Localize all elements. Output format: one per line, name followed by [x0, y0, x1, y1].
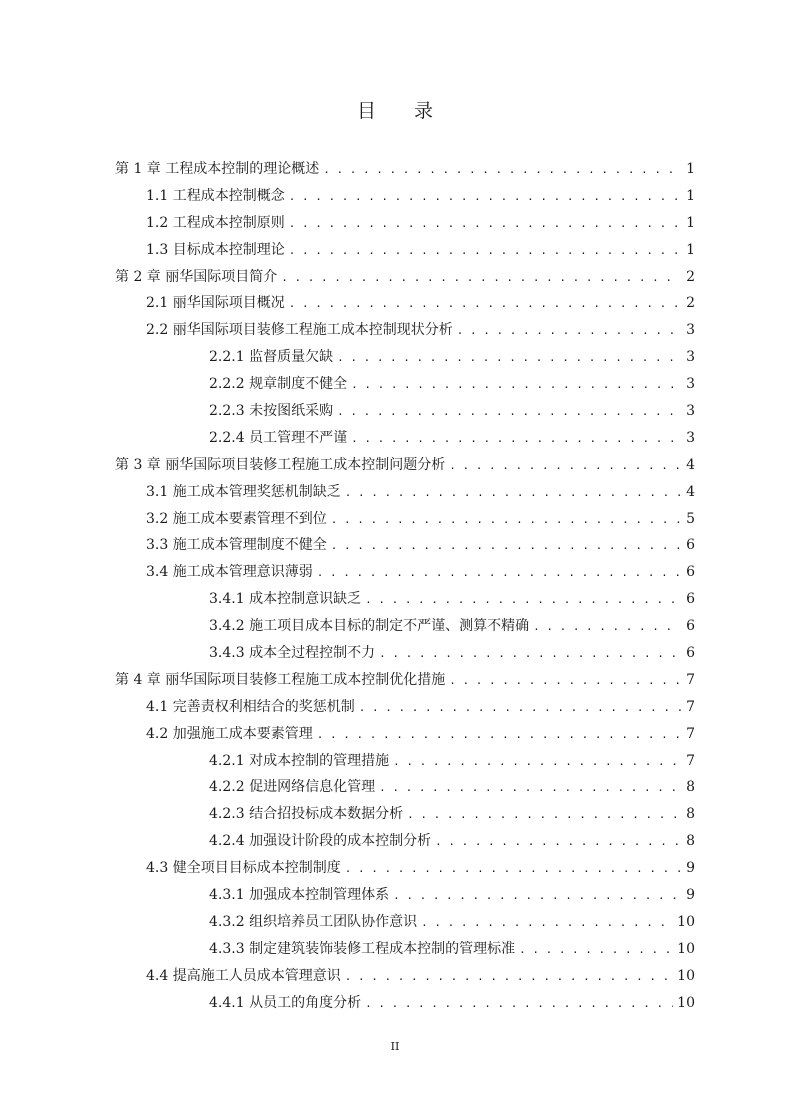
dot-leader — [379, 781, 681, 794]
toc-entry-title: 4.4.1 从员工的角度分析 — [209, 994, 362, 1011]
toc-entry-page-number: 1 — [686, 187, 695, 204]
toc-entry-title: 1.2 工程成本控制原则 — [146, 214, 285, 231]
toc-entry-title: 4.2.4 加强设计阶段的成本控制分析 — [209, 833, 432, 850]
toc-entry-title: 3.4.1 成本控制意识缺乏 — [209, 591, 362, 608]
toc-entry[interactable] — [115, 158, 695, 185]
toc-entry-page-number: 8 — [686, 779, 695, 796]
dot-leader — [351, 432, 681, 445]
toc-entry[interactable] — [115, 615, 695, 642]
toc-entry[interactable] — [115, 373, 695, 400]
toc-entry-page-number: 6 — [686, 645, 695, 662]
toc-entry[interactable] — [115, 911, 695, 938]
toc-entry-page-number: 8 — [686, 833, 695, 850]
dot-leader — [519, 943, 673, 956]
toc-entry-title: 3.2 施工成本要素管理不到位 — [146, 510, 327, 527]
toc-entry[interactable] — [115, 292, 695, 319]
toc-entry[interactable] — [115, 857, 695, 884]
toc-entry-title: 4.1 完善责权利相结合的奖惩机制 — [146, 698, 355, 715]
dot-leader — [379, 647, 681, 660]
toc-entry[interactable] — [115, 776, 695, 803]
toc-entry-title: 1.3 目标成本控制理论 — [146, 241, 285, 258]
dot-leader — [351, 378, 681, 391]
toc-entry[interactable] — [115, 884, 695, 911]
toc-entry[interactable] — [115, 346, 695, 373]
toc-entry-title: 2.1 丽华国际项目概况 — [146, 295, 285, 312]
toc-entry-title: 2.2.4 员工管理不严谨 — [209, 429, 348, 446]
toc-entry[interactable] — [115, 830, 695, 857]
page-number: II — [390, 1040, 400, 1053]
toc-entry[interactable] — [115, 750, 695, 777]
dot-leader — [435, 835, 681, 848]
dot-leader — [365, 997, 673, 1010]
toc-entry-title: 4.2.3 结合招投标成本数据分析 — [209, 806, 404, 823]
dot-leader — [359, 701, 681, 714]
toc-entry-title: 4.4 提高施工人员成本管理意识 — [146, 967, 341, 984]
dot-leader — [289, 297, 681, 310]
dot-leader — [281, 271, 681, 284]
toc-entry-page-number: 3 — [686, 376, 695, 393]
toc-entry-page-number: 9 — [686, 860, 695, 877]
dot-leader — [449, 674, 681, 687]
dot-leader — [449, 459, 681, 472]
toc-entry-title: 3.1 施工成本管理奖惩机制缺乏 — [146, 483, 341, 500]
toc-entry-page-number: 8 — [686, 806, 695, 823]
dot-leader — [393, 755, 681, 768]
toc-entry[interactable] — [115, 212, 695, 239]
toc-entry[interactable] — [115, 534, 695, 561]
toc-entry[interactable] — [115, 561, 695, 588]
dot-leader — [289, 217, 681, 230]
dot-leader — [345, 862, 681, 875]
dot-leader — [337, 351, 681, 364]
toc-entry[interactable] — [115, 642, 695, 669]
toc-entry-page-number: 2 — [686, 268, 695, 285]
toc-entry-page-number: 6 — [686, 537, 695, 554]
toc-entry-page-number: 1 — [686, 241, 695, 258]
toc-entry-title: 第 1 章 工程成本控制的理论概述 — [115, 161, 320, 177]
toc-entry[interactable] — [115, 185, 695, 212]
toc-entry-page-number: 10 — [677, 967, 695, 984]
toc-entry-page-number: 7 — [686, 725, 695, 742]
toc-entry-page-number: 4 — [686, 483, 695, 500]
toc-entry[interactable] — [115, 266, 695, 293]
dot-leader — [317, 566, 681, 579]
toc-entry-title: 4.2.1 对成本控制的管理措施 — [209, 752, 390, 769]
toc-entry-page-number: 10 — [677, 913, 695, 930]
toc-entry-title: 1.1 工程成本控制概念 — [146, 187, 285, 204]
toc-entry-title: 2.2.1 监督质量欠缺 — [209, 349, 334, 366]
toc-entry-title: 4.3.1 加强成本控制管理体系 — [209, 887, 390, 904]
dot-leader — [337, 405, 681, 418]
dot-leader — [345, 970, 673, 983]
toc-entry-page-number: 3 — [686, 429, 695, 446]
dot-leader — [317, 728, 681, 741]
dot-leader — [331, 513, 681, 526]
toc-entry-title: 4.2.2 促进网络信息化管理 — [209, 779, 376, 796]
toc-entry-page-number: 6 — [686, 564, 695, 581]
toc-entry-title: 第 4 章 丽华国际项目装修工程施工成本控制优化措施 — [115, 671, 446, 688]
toc-entry-page-number: 3 — [686, 322, 695, 339]
toc-entry[interactable] — [115, 427, 695, 454]
toc-entry[interactable] — [115, 508, 695, 535]
toc-entry-title: 3.4.3 成本全过程控制不力 — [209, 645, 376, 662]
toc-entry-page-number: 2 — [686, 295, 695, 312]
toc-entry[interactable] — [115, 723, 695, 750]
toc-entry-page-number: 5 — [686, 510, 695, 527]
toc-entry-page-number: 6 — [686, 618, 695, 635]
toc-entry[interactable] — [115, 938, 695, 965]
toc-entry-page-number: 7 — [686, 671, 695, 688]
toc-entry-title: 第 2 章 丽华国际项目简介 — [115, 268, 278, 285]
toc-entry[interactable] — [115, 588, 695, 615]
toc-entry-page-number: 9 — [686, 887, 695, 904]
dot-leader — [323, 163, 681, 176]
dot-leader — [345, 486, 681, 499]
dot-leader — [421, 916, 673, 929]
toc-entry-title: 4.3.2 组织培养员工团队协作意识 — [209, 913, 418, 930]
toc-entry-title: 3.3 施工成本管理制度不健全 — [146, 537, 327, 554]
toc-entry-page-number: 3 — [686, 403, 695, 420]
dot-leader — [289, 244, 681, 257]
toc-entry-title: 4.2 加强施工成本要素管理 — [146, 725, 313, 742]
toc-entry[interactable] — [115, 319, 695, 346]
toc-entry[interactable] — [115, 696, 695, 723]
dot-leader — [289, 190, 681, 203]
dot-leader — [365, 593, 681, 606]
toc-entry-page-number: 7 — [686, 752, 695, 769]
table-of-contents — [115, 158, 695, 1019]
toc-entry-title: 2.2.2 规章制度不健全 — [209, 376, 348, 393]
toc-entry-title: 4.3 健全项目目标成本控制制度 — [146, 860, 341, 877]
dot-leader — [393, 889, 681, 902]
toc-entry-page-number: 7 — [686, 698, 695, 715]
toc-entry-page-number: 10 — [677, 940, 695, 957]
toc-entry[interactable] — [115, 803, 695, 830]
toc-entry-page-number: 1 — [686, 161, 695, 177]
toc-entry-page-number: 3 — [686, 349, 695, 366]
toc-entry-page-number: 4 — [686, 456, 695, 473]
page-title: 目 录 — [356, 100, 450, 122]
toc-entry-title: 2.2.3 未按图纸采购 — [209, 403, 334, 420]
toc-entry-page-number: 1 — [686, 214, 695, 231]
dot-leader — [457, 324, 681, 337]
toc-entry[interactable] — [115, 669, 695, 696]
toc-entry[interactable] — [115, 965, 695, 992]
dot-leader — [407, 808, 681, 821]
toc-entry-title: 3.4 施工成本管理意识薄弱 — [146, 564, 313, 581]
toc-entry-page-number: 10 — [677, 994, 695, 1011]
dot-leader — [533, 620, 681, 633]
toc-entry[interactable] — [115, 454, 695, 481]
toc-entry-page-number: 6 — [686, 591, 695, 608]
toc-entry-title: 4.3.3 制定建筑装饰装修工程成本控制的管理标准 — [209, 940, 516, 957]
toc-entry-title: 2.2 丽华国际项目装修工程施工成本控制现状分析 — [146, 322, 453, 339]
toc-entry[interactable] — [115, 992, 695, 1019]
dot-leader — [331, 539, 681, 552]
toc-entry-title: 第 3 章 丽华国际项目装修工程施工成本控制问题分析 — [115, 456, 446, 473]
toc-entry[interactable] — [115, 400, 695, 427]
toc-entry[interactable] — [115, 239, 695, 266]
toc-entry[interactable] — [115, 481, 695, 508]
toc-entry-title: 3.4.2 施工项目成本目标的制定不严谨、测算不精确 — [209, 618, 530, 635]
